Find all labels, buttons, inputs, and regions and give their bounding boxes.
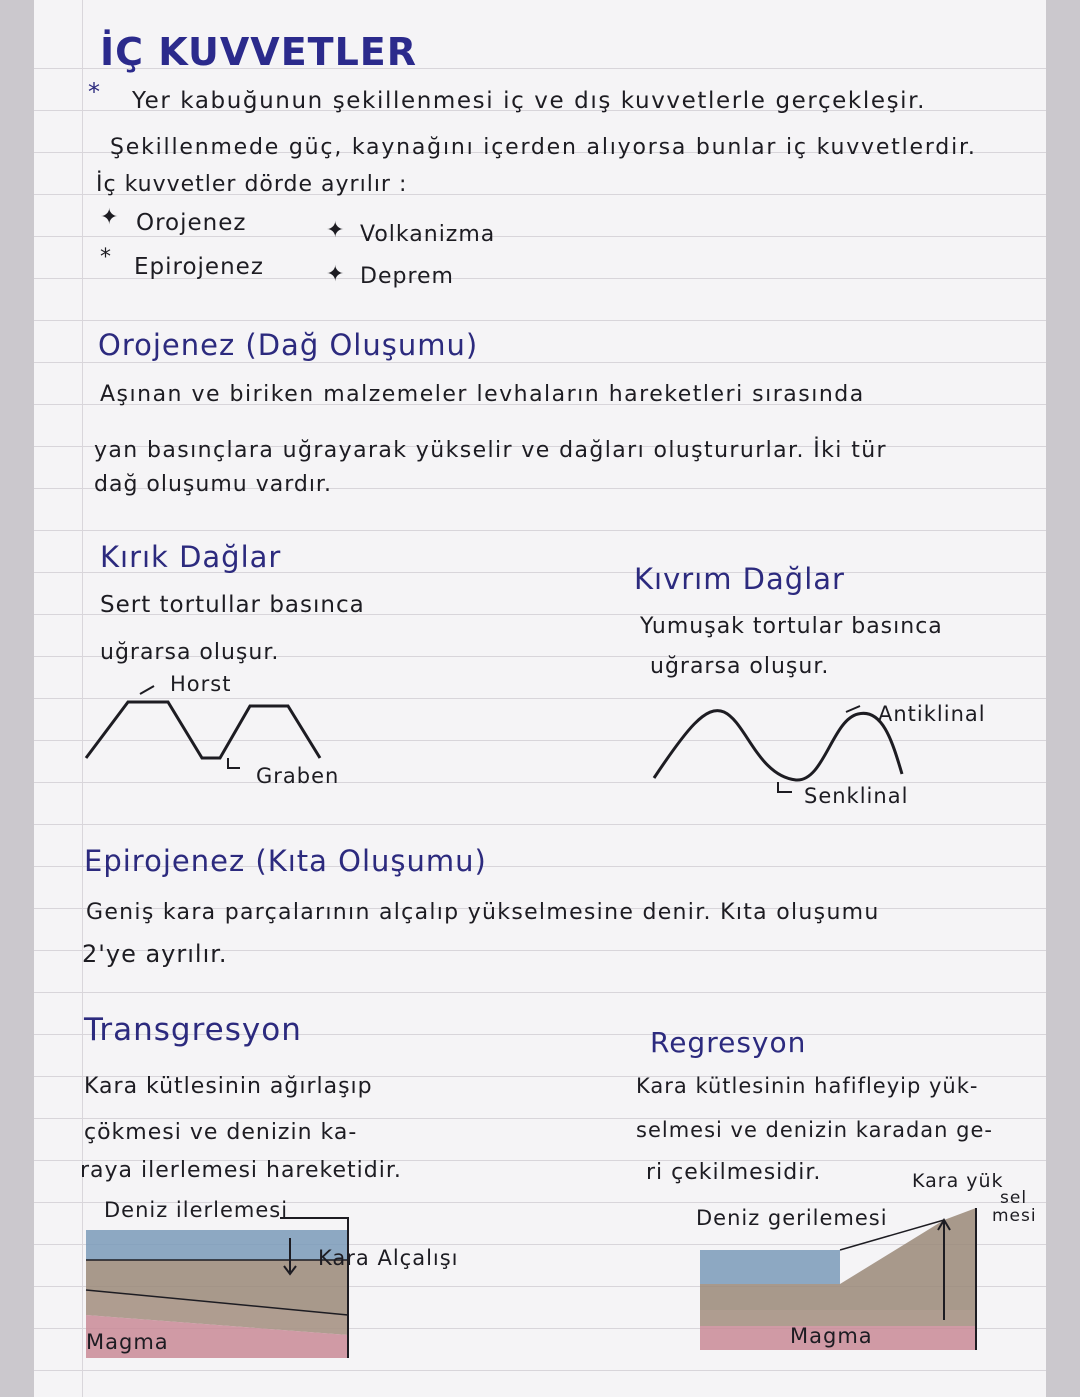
regresyon-heading: Regresyon	[650, 1026, 807, 1059]
intro-line-1: Yer kabuğunun şekillenmesi iç ve dış kuvvetlerle gerçekleşir.	[132, 88, 927, 114]
intro-line-3: İç kuvvetler dörde ayrılır :	[96, 172, 408, 197]
antiklinal-label: Antiklinal	[878, 702, 986, 726]
kirik-line-1: Sert tortullar basınca	[100, 592, 365, 618]
ruled-line	[34, 530, 1046, 531]
orojenez-line-1: Aşınan ve biriken malzemeler levhaların hareketleri sırasında	[100, 382, 865, 407]
list-item: Epirojenez	[134, 254, 264, 280]
ruled-line	[34, 992, 1046, 993]
orojenez-heading: Orojenez (Dağ Oluşumu)	[98, 328, 479, 362]
ruled-line	[34, 1370, 1046, 1371]
transgresyon-line-2: çökmesi ve denizin ka-	[84, 1120, 358, 1145]
ruled-line	[34, 320, 1046, 321]
kara-alcalisi-label: Kara Alçalışı	[318, 1246, 459, 1270]
transgresyon-line-3: raya ilerlemesi hareketidir.	[80, 1158, 402, 1183]
bullet-star: *	[100, 245, 112, 270]
page-edge-right	[1046, 0, 1080, 1397]
list-item: Volkanizma	[360, 222, 496, 247]
epirojenez-heading: Epirojenez (Kıta Oluşumu)	[84, 844, 487, 878]
graben-label: Graben	[256, 764, 340, 788]
kivrim-heading: Kıvrım Dağlar	[634, 562, 845, 596]
epirojenez-line-2: 2'ye ayrılır.	[82, 940, 228, 968]
horst-label: Horst	[170, 672, 232, 696]
senklinal-label: Senklinal	[804, 784, 909, 808]
star-bullet: *	[88, 78, 101, 106]
epirojenez-line-1: Geniş kara parçalarının alçalıp yükselmesine denir. Kıta oluşumu	[86, 900, 880, 925]
kara-yukselmesi-label-3: mesi	[992, 1206, 1037, 1226]
ruled-line	[34, 236, 1046, 237]
ruled-line	[34, 824, 1046, 825]
regresyon-line-2: selmesi ve denizin karadan ge-	[636, 1118, 993, 1142]
kivrim-line-1: Yumuşak tortular basınca	[640, 614, 943, 639]
transgresyon-line-1: Kara kütlesinin ağırlaşıp	[84, 1074, 373, 1099]
orojenez-line-3: dağ oluşumu vardır.	[94, 472, 332, 497]
regresyon-line-3: ri çekilmesidir.	[646, 1160, 822, 1185]
list-item: Deprem	[360, 264, 454, 289]
magma-label: Magma	[86, 1330, 169, 1354]
bullet-star: ✦	[100, 205, 120, 230]
kara-yukselmesi-label-2: sel	[1000, 1188, 1028, 1208]
bullet-star: ✦	[326, 262, 346, 287]
intro-line-2: Şekillenmede güç, kaynağını içerden alıyorsa bunlar iç kuvvetlerdir.	[110, 135, 977, 160]
magma-label: Magma	[790, 1324, 873, 1348]
deniz-ilerlemesi-label: Deniz ilerlemesi	[104, 1198, 289, 1222]
kivrim-line-2: uğrarsa oluşur.	[650, 654, 830, 679]
ruled-line	[34, 362, 1046, 363]
page-edge-left	[0, 0, 34, 1397]
kirik-heading: Kırık Dağlar	[100, 540, 282, 574]
kirik-line-2: uğrarsa oluşur.	[100, 640, 280, 665]
bullet-star: ✦	[326, 218, 346, 243]
page-title: İÇ KUVVETLER	[100, 30, 418, 74]
deniz-gerilemesi-label: Deniz gerilemesi	[696, 1206, 888, 1230]
kara-yukselmesi-label-1: Kara yük	[912, 1170, 1004, 1192]
list-item: Orojenez	[136, 210, 247, 236]
transgresyon-heading: Transgresyon	[84, 1012, 302, 1048]
regresyon-line-1: Kara kütlesinin hafifleyip yük-	[636, 1074, 979, 1098]
orojenez-line-2: yan basınçlara uğrayarak yükselir ve dağları oluştururlar. İki tür	[94, 438, 888, 463]
